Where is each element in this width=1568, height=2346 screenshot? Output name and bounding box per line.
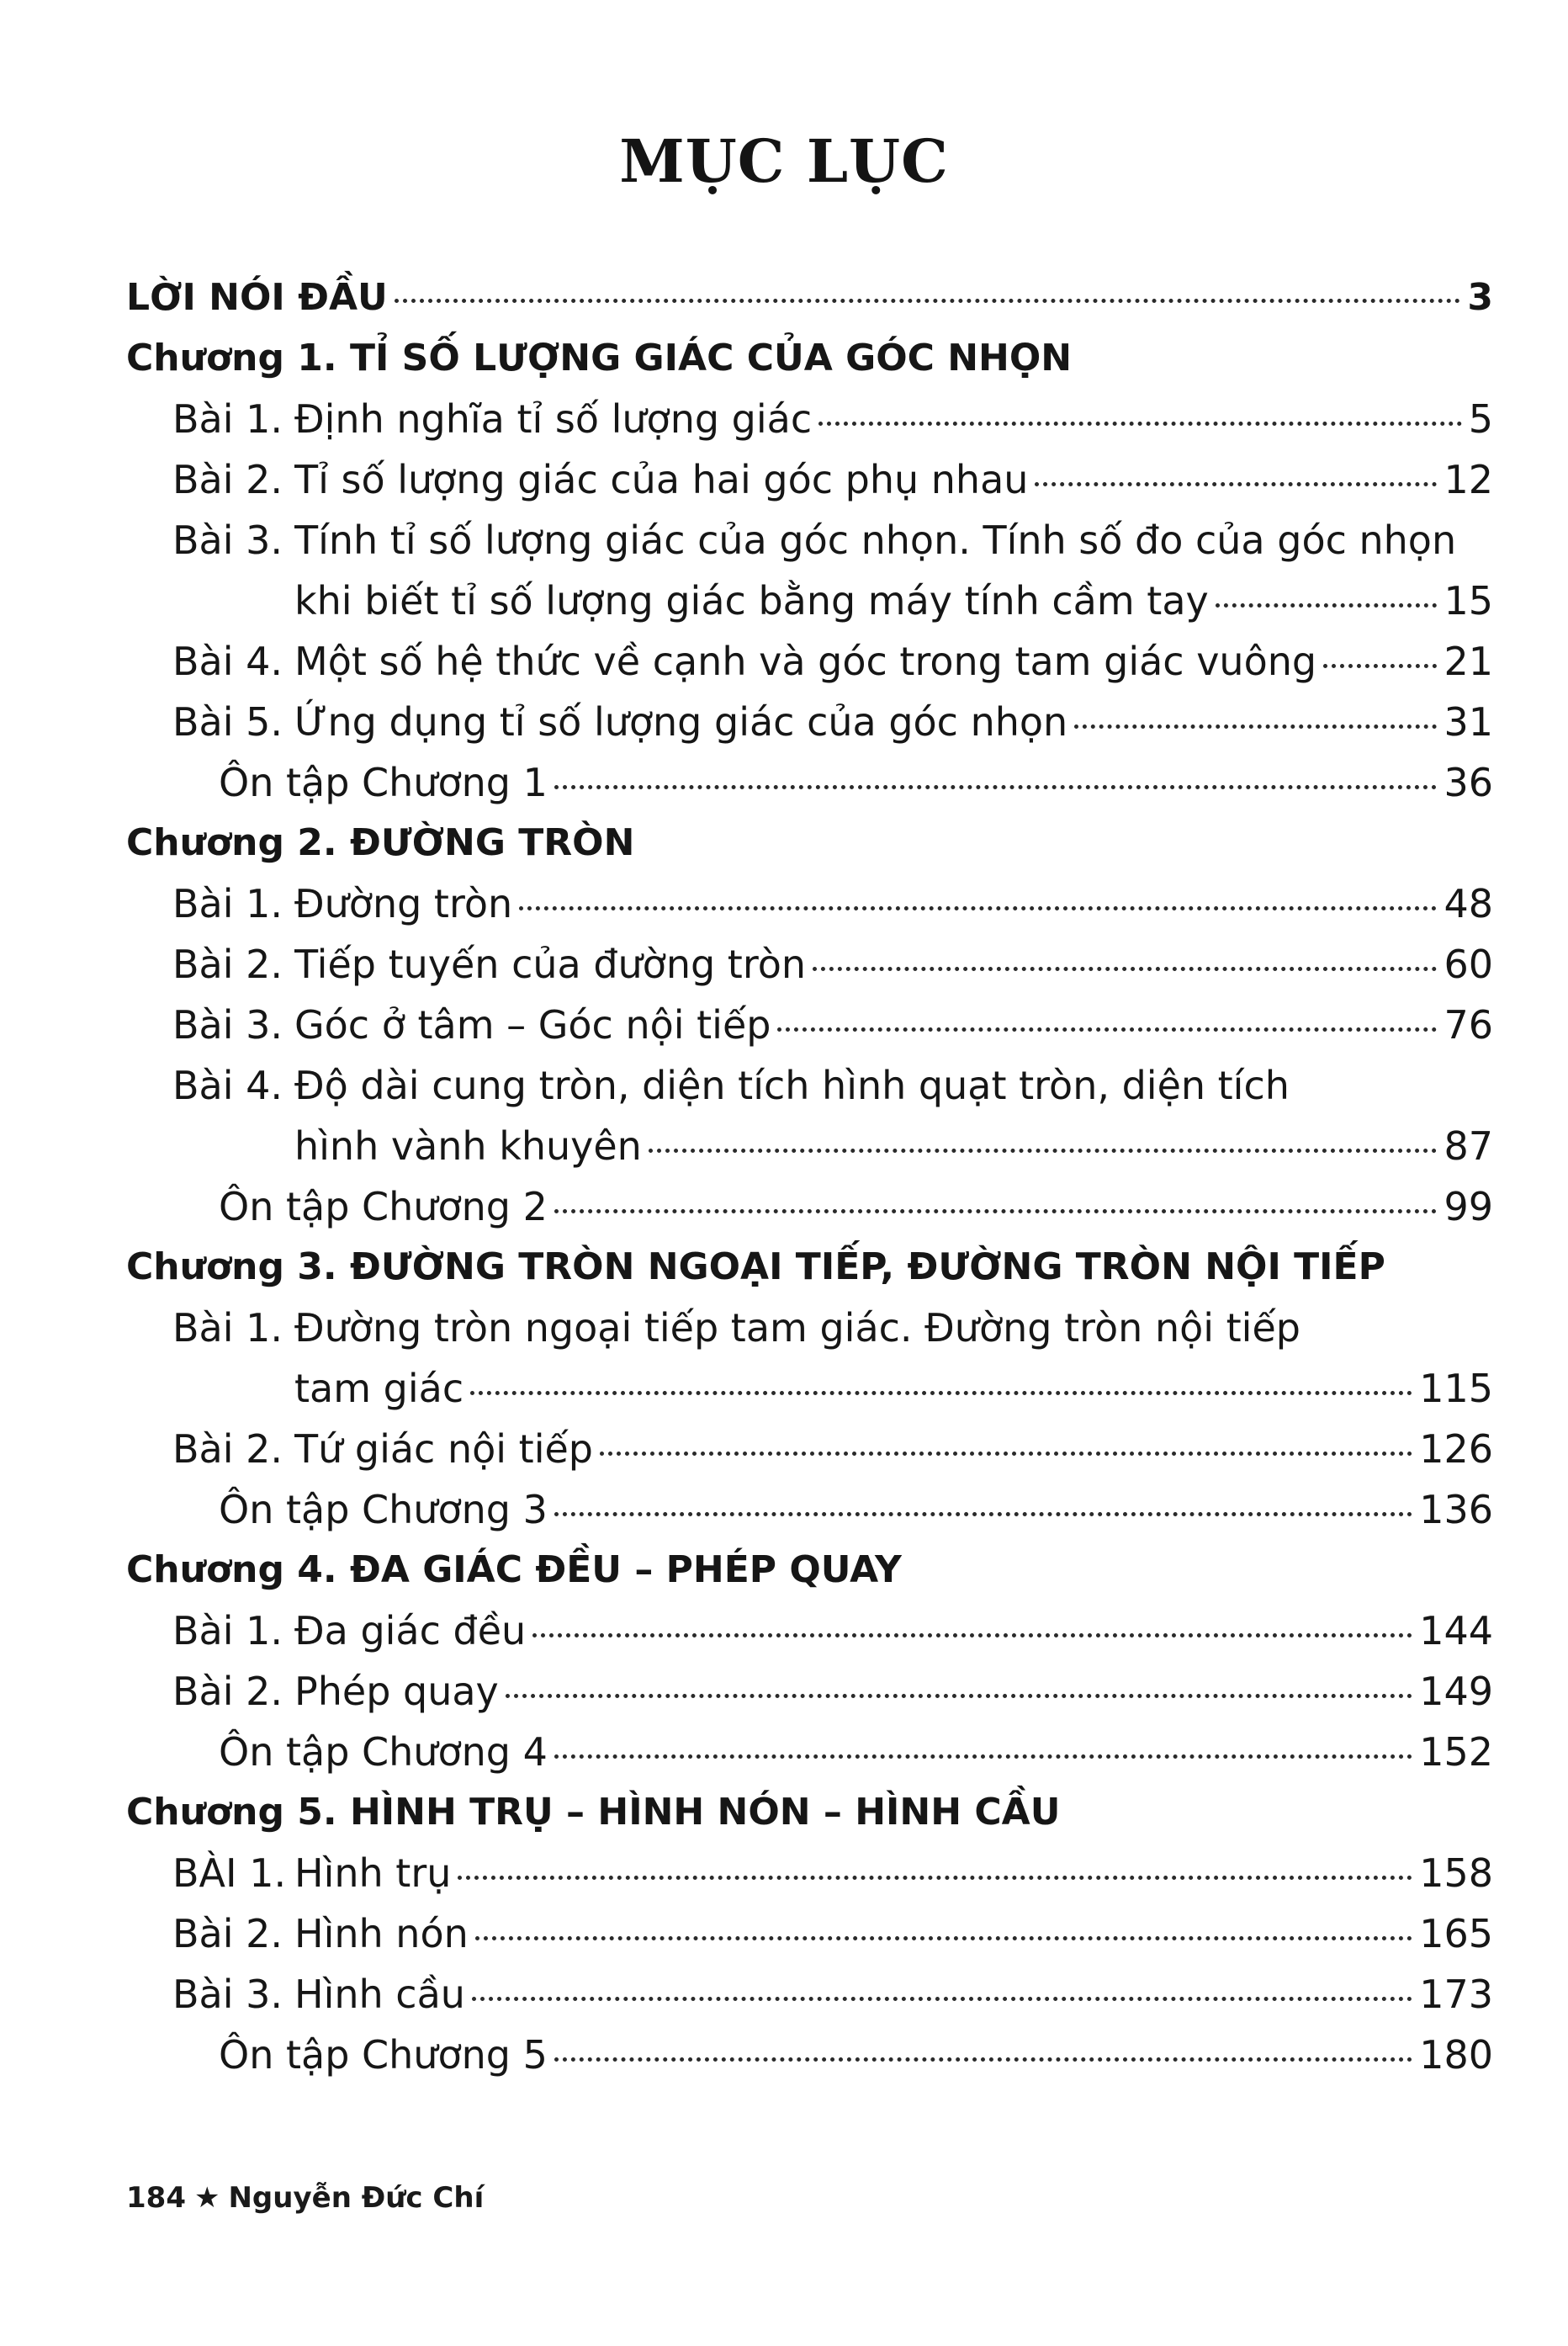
lesson-number: Bài 2.: [172, 942, 283, 987]
dot-leader: [813, 967, 1437, 971]
toc-page-number: 87: [1444, 1123, 1493, 1169]
chapter-title: Chương 5. HÌNH TRỤ – HÌNH NÓN – HÌNH CẦU: [126, 1791, 1061, 1834]
chapter-title: Chương 4. ĐA GIÁC ĐỀU – PHÉP QUAY: [126, 1548, 902, 1591]
lesson-number: Bài 3.: [172, 1002, 283, 1048]
review-title: Ôn tập Chương 4: [219, 1729, 548, 1775]
toc-entry[interactable]: [126, 1964, 1493, 2025]
chapter-title: Chương 1. TỈ SỐ LƯỢNG GIÁC CỦA GÓC NHỌN: [126, 337, 1073, 380]
lesson-title: Đa giác đều: [294, 1608, 527, 1653]
toc-page-number: 21: [1444, 639, 1493, 684]
toc-page-number: 5: [1468, 396, 1493, 442]
toc-entry-review[interactable]: [126, 752, 1493, 813]
dot-leader: [600, 1452, 1412, 1456]
toc-entry[interactable]: [126, 449, 1493, 510]
toc-page-number: 31: [1444, 699, 1493, 745]
lesson-title: Hình cầu: [294, 1972, 465, 2017]
lesson-number: Bài 1.: [172, 881, 283, 926]
dot-leader: [519, 906, 1437, 910]
lesson-number: Bài 5.: [172, 699, 283, 745]
dot-leader: [818, 422, 1462, 426]
toc-page-number: 126: [1419, 1426, 1493, 1472]
dot-leader: [1323, 664, 1437, 668]
toc-entry-continued[interactable]: [126, 571, 1493, 631]
table-of-contents: [126, 268, 1493, 2085]
toc-chapter-heading[interactable]: [126, 1782, 1493, 1843]
lesson-number: BÀI 1.: [172, 1850, 287, 1896]
review-title: Ôn tập Chương 1: [219, 760, 548, 805]
toc-entry-label: LỜI NÓI ĐẦU: [126, 276, 388, 319]
toc-page-number: 144: [1419, 1608, 1493, 1653]
lesson-title: Một số hệ thức về cạnh và góc trong tam giác vuông: [294, 639, 1317, 684]
toc-page-number: 12: [1444, 457, 1493, 502]
lesson-title: Tiếp tuyến của đường tròn: [294, 942, 807, 987]
toc-entry[interactable]: [126, 995, 1493, 1055]
lesson-title: Đường tròn: [294, 881, 513, 926]
lesson-number: Bài 1.: [172, 1608, 283, 1653]
lesson-number: Bài 3.: [172, 1972, 283, 2017]
toc-page-number: 180: [1419, 2032, 1493, 2078]
dot-leader: [554, 1754, 1412, 1759]
toc-entry[interactable]: [126, 1055, 1493, 1116]
lesson-title: Hình nón: [294, 1911, 469, 1956]
review-title: Ôn tập Chương 2: [219, 1184, 548, 1229]
lesson-title-continued: tam giác: [294, 1366, 464, 1411]
lesson-number: Bài 2.: [172, 1911, 283, 1956]
toc-entry[interactable]: [126, 631, 1493, 692]
page-footer: [126, 2181, 484, 2215]
dot-leader: [506, 1694, 1412, 1698]
toc-entry[interactable]: [126, 1661, 1493, 1722]
toc-page-number: 149: [1419, 1669, 1493, 1714]
toc-entry[interactable]: [126, 1600, 1493, 1661]
dot-leader: [1074, 724, 1437, 729]
toc-entry-review[interactable]: [126, 2025, 1493, 2085]
lesson-title: Hình trụ: [294, 1850, 452, 1896]
toc-entry[interactable]: [126, 1298, 1493, 1358]
footer-author: Nguyễn Đức Chí: [228, 2181, 485, 2215]
toc-chapter-heading[interactable]: [126, 1237, 1493, 1298]
toc-entry[interactable]: [126, 934, 1493, 995]
dot-leader: [1216, 603, 1438, 608]
lesson-title-continued: khi biết tỉ số lượng giác bằng máy tính cầm tay: [294, 578, 1209, 624]
lesson-title: Tứ giác nội tiếp: [294, 1426, 593, 1472]
toc-entry[interactable]: [126, 1419, 1493, 1479]
dot-leader: [777, 1027, 1437, 1032]
toc-page-number: 152: [1419, 1729, 1493, 1775]
toc-page-number: 76: [1444, 1002, 1493, 1048]
page-title: MỤC LỤC: [619, 126, 949, 196]
lesson-title: Độ dài cung tròn, diện tích hình quạt tròn, diện tích: [294, 1063, 1290, 1108]
lesson-number: Bài 4.: [172, 1063, 283, 1108]
toc-page-number: 165: [1419, 1911, 1493, 1956]
dot-leader: [554, 1209, 1438, 1213]
dot-leader: [649, 1149, 1438, 1153]
lesson-title: Tính tỉ số lượng giác của góc nhọn. Tính số đo của góc nhọn: [294, 518, 1457, 563]
dot-leader: [554, 1512, 1412, 1516]
toc-entry-review[interactable]: [126, 1176, 1493, 1237]
dot-leader: [470, 1391, 1412, 1395]
toc-page-number: 48: [1444, 881, 1493, 926]
toc-entry-continued[interactable]: [126, 1358, 1493, 1419]
lesson-number: Bài 4.: [172, 639, 283, 684]
lesson-title-continued: hình vành khuyên: [294, 1123, 642, 1169]
lesson-title: Ứng dụng tỉ số lượng giác của góc nhọn: [294, 699, 1068, 745]
toc-page-number: 36: [1444, 760, 1493, 805]
dot-leader: [475, 1936, 1412, 1940]
lesson-title: Đường tròn ngoại tiếp tam giác. Đường tròn nội tiếp: [294, 1305, 1300, 1351]
toc-page-number: 115: [1419, 1366, 1493, 1411]
toc-page-number: 60: [1444, 942, 1493, 987]
toc-entry[interactable]: [126, 510, 1493, 571]
lesson-title: Phép quay: [294, 1669, 499, 1714]
toc-page-number: 99: [1444, 1184, 1493, 1229]
toc-entry[interactable]: [126, 389, 1493, 449]
lesson-number: Bài 2.: [172, 1426, 283, 1472]
toc-entry[interactable]: [126, 1843, 1493, 1903]
review-title: Ôn tập Chương 3: [219, 1487, 548, 1532]
footer-page-number: 184: [126, 2181, 186, 2215]
toc-entry-continued[interactable]: [126, 1116, 1493, 1176]
star-icon: ★: [193, 2181, 220, 2215]
dot-leader: [458, 1876, 1412, 1880]
lesson-title: Góc ở tâm – Góc nội tiếp: [294, 1002, 771, 1048]
dot-leader: [554, 785, 1438, 789]
lesson-number: Bài 1.: [172, 396, 283, 442]
lesson-title: Tỉ số lượng giác của hai góc phụ nhau: [294, 457, 1029, 502]
toc-entry[interactable]: [126, 873, 1493, 934]
lesson-number: Bài 2.: [172, 1669, 283, 1714]
toc-page-number: 173: [1419, 1972, 1493, 2017]
toc-entry-review[interactable]: [126, 1722, 1493, 1782]
toc-page-number: 3: [1467, 276, 1493, 319]
toc-entry[interactable]: [126, 1903, 1493, 1964]
toc-entry-preface[interactable]: [126, 268, 1493, 328]
lesson-title: Định nghĩa tỉ số lượng giác: [294, 396, 813, 442]
toc-chapter-heading[interactable]: [126, 328, 1493, 389]
dot-leader: [395, 299, 1461, 303]
dot-leader: [554, 2057, 1412, 2062]
lesson-number: Bài 2.: [172, 457, 283, 502]
chapter-title: Chương 2. ĐƯỜNG TRÒN: [126, 821, 635, 864]
toc-page-number: 15: [1444, 578, 1493, 624]
lesson-number: Bài 1.: [172, 1305, 283, 1351]
dot-leader: [1035, 482, 1437, 486]
toc-page-number: 158: [1419, 1850, 1493, 1896]
toc-entry-review[interactable]: [126, 1479, 1493, 1540]
toc-chapter-heading[interactable]: [126, 1540, 1493, 1600]
dot-leader: [472, 1997, 1412, 2001]
chapter-title: Chương 3. ĐƯỜNG TRÒN NGOẠI TIẾP, ĐƯỜNG TRÒN NỘI TIẾP: [126, 1245, 1385, 1288]
review-title: Ôn tập Chương 5: [219, 2032, 548, 2078]
toc-page-number: 136: [1419, 1487, 1493, 1532]
toc-entry[interactable]: [126, 692, 1493, 752]
toc-chapter-heading[interactable]: [126, 813, 1493, 873]
lesson-number: Bài 3.: [172, 518, 283, 563]
dot-leader: [532, 1633, 1412, 1637]
